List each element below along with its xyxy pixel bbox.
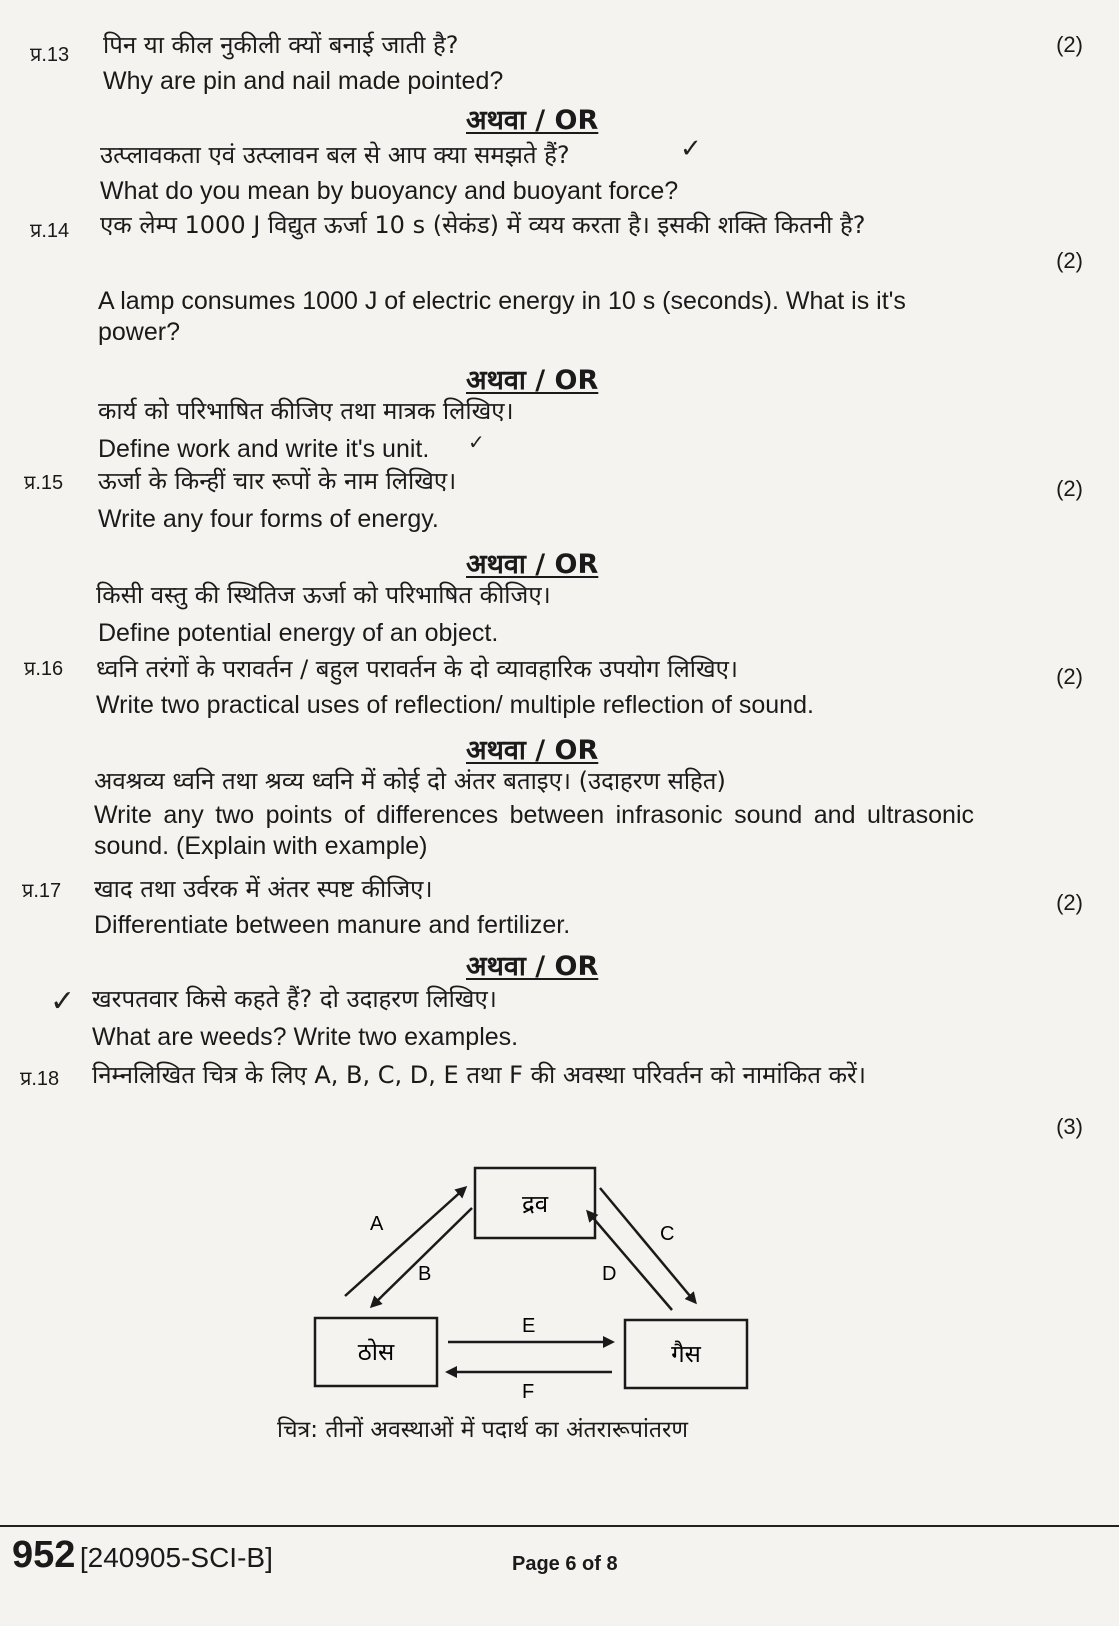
question-marks: (2) bbox=[1056, 476, 1083, 501]
alt-question-text-hindi: उत्प्लावकता एवं उत्प्लावन बल से आप क्या समझते हैं? bbox=[100, 141, 570, 169]
liquid-label: द्रव bbox=[521, 1190, 549, 1218]
question-number: प्र.15 bbox=[24, 472, 64, 494]
question-number: प्र.14 bbox=[30, 220, 70, 242]
question-text-english: Write any four forms of energy. bbox=[98, 505, 439, 533]
page-number: Page 6 of 8 bbox=[512, 1553, 618, 1575]
or-separator: अथवा / OR bbox=[466, 105, 599, 136]
arrow-a bbox=[345, 1188, 465, 1296]
alt-question-text-hindi: अवश्रव्य ध्वनि तथा श्रव्य ध्वनि में कोई दो अंतर बताइए। (उदाहरण सहित) bbox=[94, 767, 726, 795]
alt-question-text-english: Define potential energy of an object. bbox=[98, 619, 499, 647]
question-text-hindi: एक लेम्प 1000 J विद्युत ऊर्जा 10 s (सेकंड) में व्यय करता है। इसकी शक्ति कितनी है? bbox=[100, 211, 866, 239]
solid-label: ठोस bbox=[357, 1338, 395, 1366]
alt-question-text-english: Define work and write it's unit. bbox=[98, 435, 430, 463]
question-marks: (2) bbox=[1056, 890, 1083, 915]
liquid-box bbox=[475, 1168, 595, 1238]
alt-question-text-english: What do you mean by buoyancy and buoyant force? bbox=[100, 177, 679, 205]
or-separator: अथवा / OR bbox=[466, 735, 599, 766]
question-number: प्र.16 bbox=[24, 658, 64, 680]
checkmark-icon: ✓ bbox=[468, 430, 485, 454]
paper-code bbox=[12, 1534, 273, 1577]
question-text-hindi: खाद तथा उर्वरक में अंतर स्पष्ट कीजिए। bbox=[94, 875, 433, 903]
gas-box bbox=[625, 1320, 747, 1388]
question-marks: (2) bbox=[1056, 32, 1083, 57]
question-text-hindi: निम्नलिखित चित्र के लिए A, B, C, D, E तथा F की अवस्था परिवर्तन को नामांकित करें। bbox=[92, 1061, 866, 1089]
label-a: A bbox=[370, 1213, 384, 1235]
alt-question-text-hindi: कार्य को परिभाषित कीजिए तथा मात्रक लिखिए। bbox=[98, 397, 514, 425]
question-marks: (2) bbox=[1056, 248, 1083, 273]
checkmark-icon: ✓ bbox=[680, 134, 702, 164]
paper-number: 952 bbox=[12, 1534, 76, 1576]
question-text-english: Why are pin and nail made pointed? bbox=[103, 67, 504, 95]
question-text-hindi: ध्वनि तरंगों के परावर्तन / बहुल परावर्तन के दो व्यावहारिक उपयोग लिखिए। bbox=[96, 655, 738, 683]
question-text-hindi: पिन या कील नुकीली क्यों बनाई जाती है? bbox=[103, 31, 459, 59]
label-c: C bbox=[660, 1223, 675, 1245]
question-text-english: A lamp consumes 1000 J of electric energy in 10 s (seconds). What is it's power? bbox=[98, 287, 906, 347]
footer-divider bbox=[0, 1525, 1119, 1527]
alt-question-text-english: What are weeds? Write two examples. bbox=[92, 1023, 519, 1051]
label-b: B bbox=[418, 1263, 432, 1285]
question-text-english: Differentiate between manure and fertilizer. bbox=[94, 911, 571, 939]
or-separator: अथवा / OR bbox=[466, 549, 599, 580]
solid-box bbox=[315, 1318, 437, 1386]
or-separator: अथवा / OR bbox=[466, 951, 599, 982]
alt-question-text-hindi: खरपतवार किसे कहते हैं? दो उदाहरण लिखिए। bbox=[92, 985, 497, 1013]
question-number: प्र.13 bbox=[30, 44, 70, 66]
question-marks: (2) bbox=[1056, 664, 1083, 689]
states-of-matter-diagram bbox=[300, 1160, 780, 1445]
alt-question-text-english: Write any two points of differences between infrasonic sound and ultrasonic sound. (Explain with example) bbox=[94, 801, 974, 861]
diagram-caption: चित्र: तीनों अवस्थाओं में पदार्थ का अंतरारूपांतरण bbox=[277, 1417, 689, 1443]
label-d: D bbox=[602, 1263, 617, 1285]
alt-question-text-hindi: किसी वस्तु की स्थितिज ऊर्जा को परिभाषित कीजिए। bbox=[96, 581, 551, 609]
paper-set-code: [240905-SCI-B] bbox=[79, 1542, 273, 1573]
question-text-english: Write two practical uses of reflection/ multiple reflection of sound. bbox=[96, 691, 814, 719]
label-e: E bbox=[522, 1315, 536, 1337]
checkmark-icon: ✓ bbox=[50, 984, 76, 1019]
label-f: F bbox=[522, 1381, 535, 1403]
question-text-hindi: ऊर्जा के किन्हीं चार रूपों के नाम लिखिए। bbox=[98, 467, 457, 495]
gas-label: गैस bbox=[671, 1340, 701, 1368]
question-number: प्र.18 bbox=[20, 1068, 60, 1090]
question-marks: (3) bbox=[1056, 1114, 1083, 1139]
or-separator: अथवा / OR bbox=[466, 365, 599, 396]
question-number: प्र.17 bbox=[22, 880, 62, 902]
